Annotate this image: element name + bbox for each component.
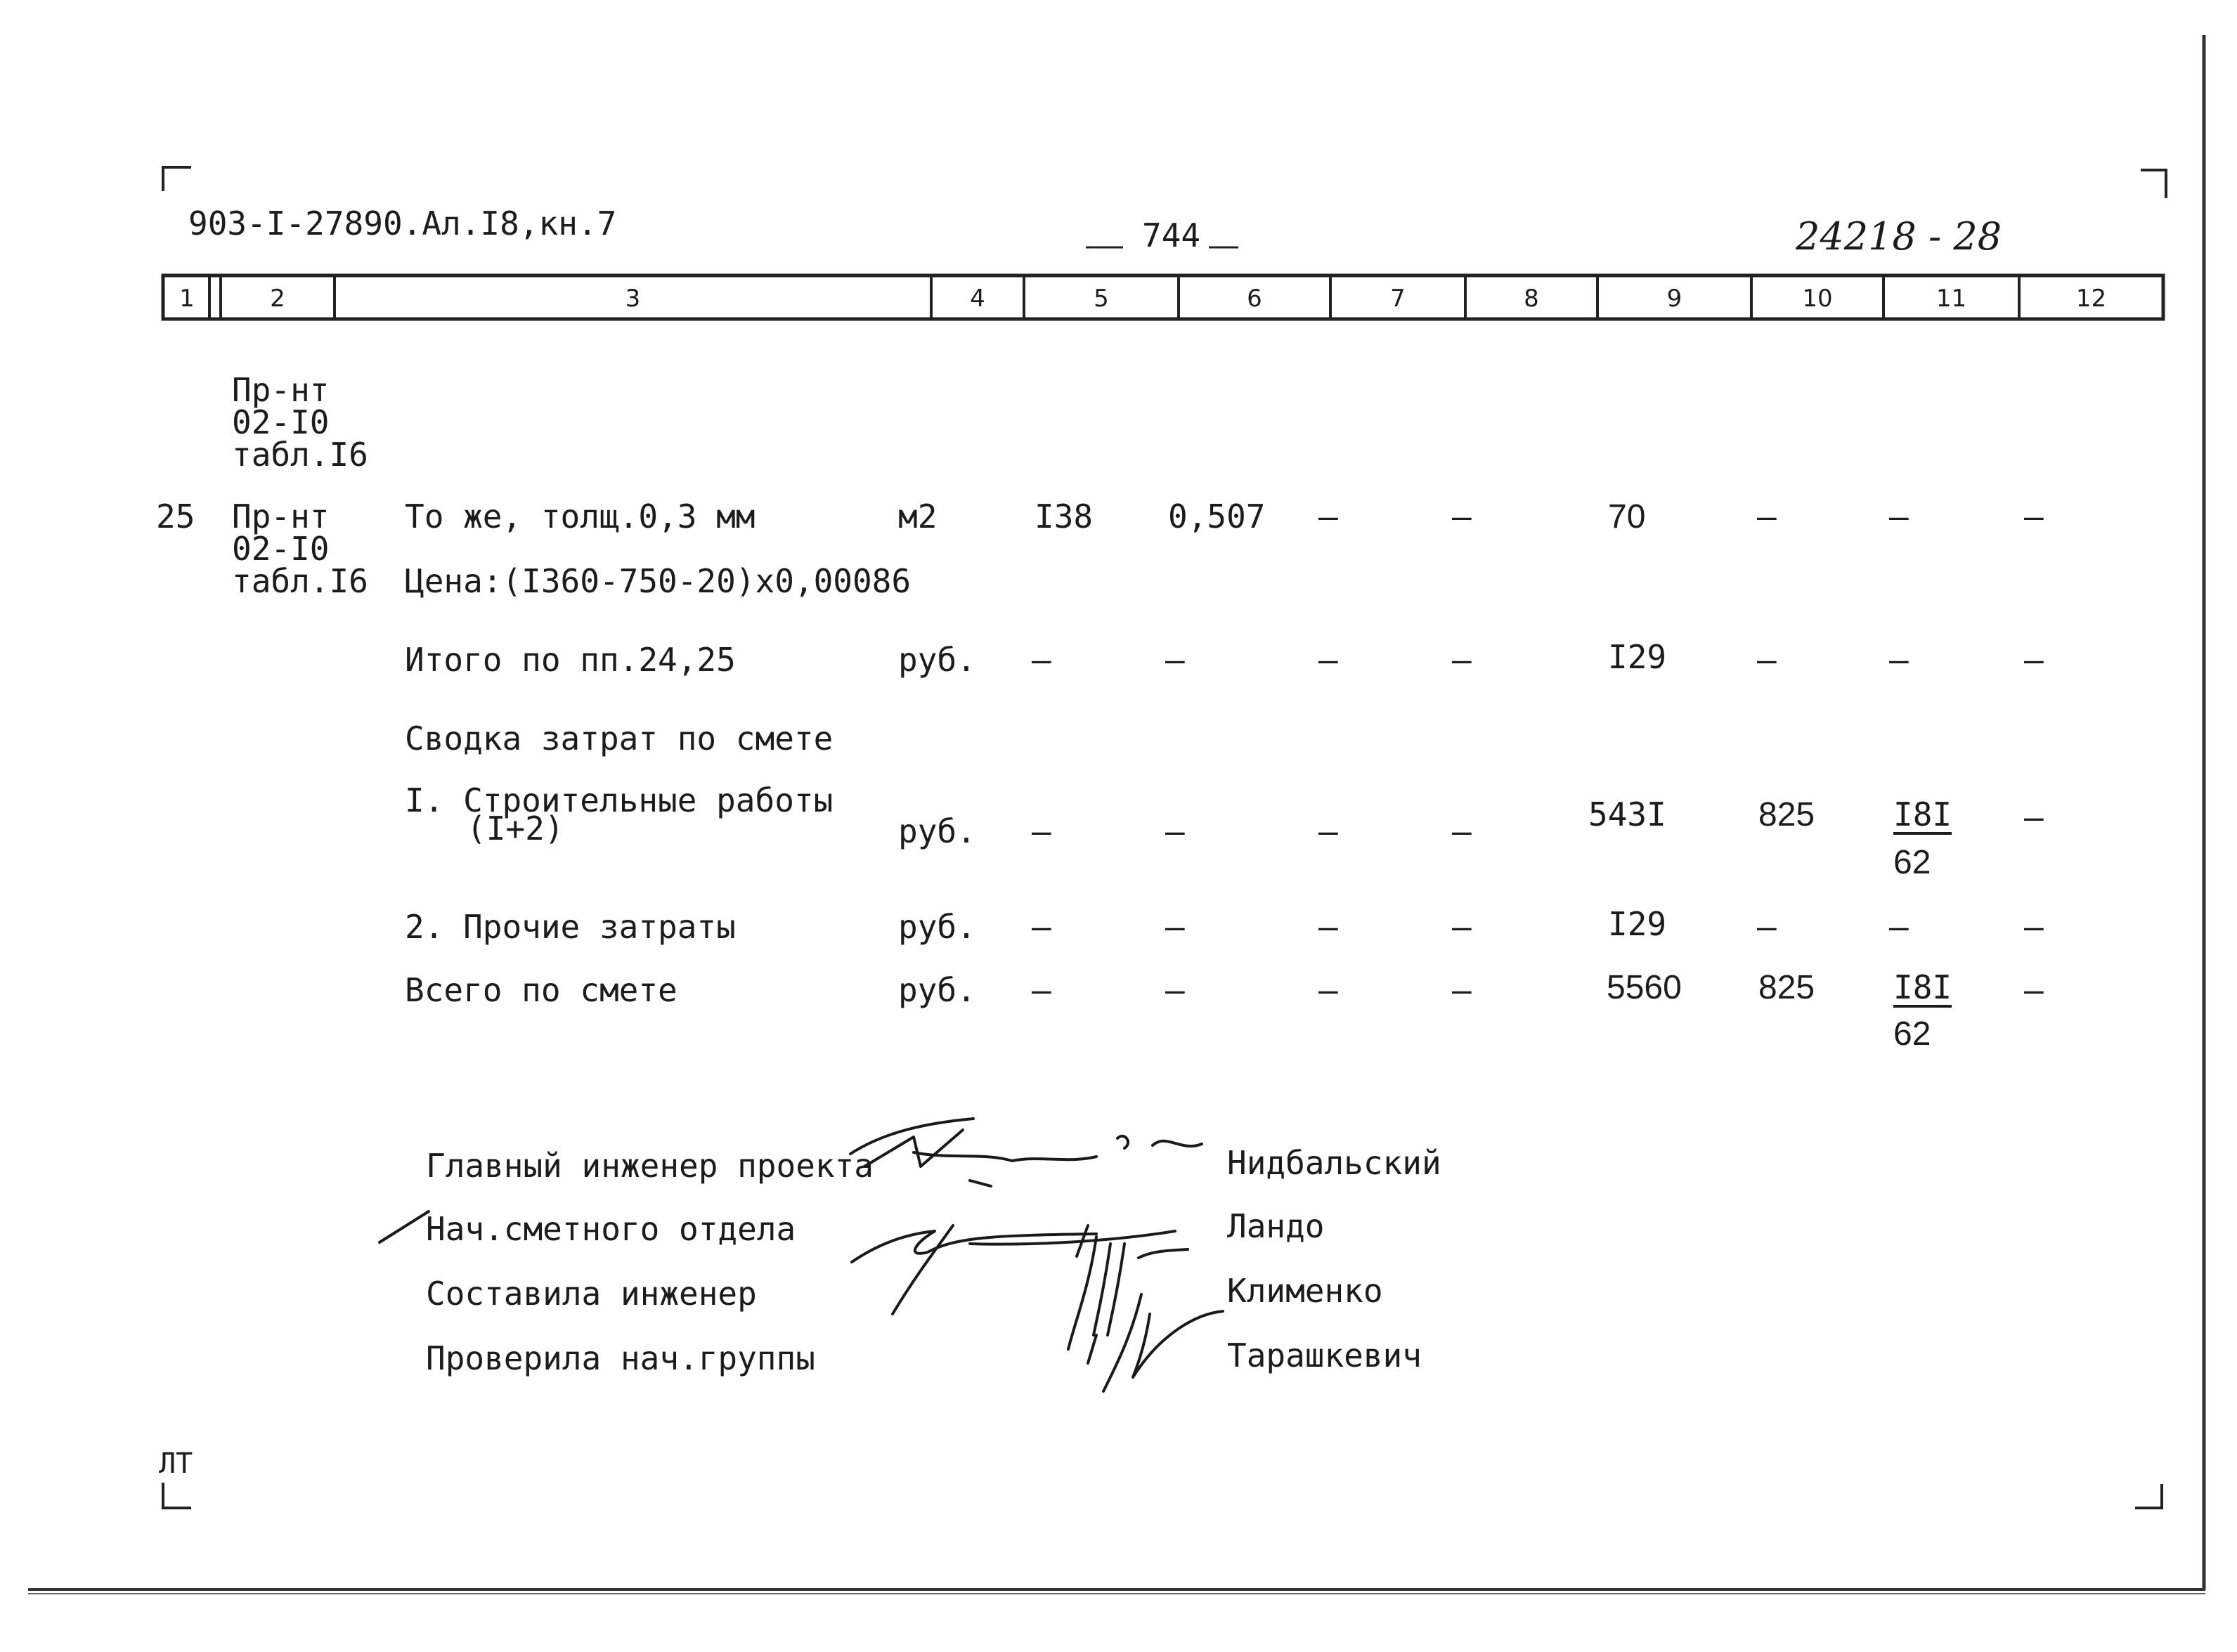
unit-cell: руб. bbox=[898, 971, 976, 1009]
footer-mark: ЛТ bbox=[159, 1448, 193, 1480]
summary-label: I. Строительные работы bbox=[405, 781, 834, 819]
document-code: 903-I-27890.Ал.I8,кн.7 bbox=[188, 204, 617, 242]
cell-col11: – bbox=[1889, 908, 1909, 946]
column-number-1: 1 bbox=[179, 285, 195, 313]
cell-col6: – bbox=[1165, 971, 1185, 1009]
signature-role: Главный инженер проекта bbox=[426, 1147, 874, 1185]
price-note: Цена:(I360-750-20)x0,00086 bbox=[405, 562, 912, 600]
signature-role: Проверила нач.группы bbox=[426, 1339, 815, 1377]
signature-name: Клименко bbox=[1227, 1272, 1383, 1310]
cell-col5: – bbox=[1032, 908, 1051, 946]
column-number-2: 2 bbox=[270, 285, 285, 313]
column-number-7: 7 bbox=[1390, 285, 1406, 313]
subtotal-label: Итого по пп.24,25 bbox=[405, 641, 736, 679]
unit-cell: м2 bbox=[898, 497, 938, 535]
cell-col10: – bbox=[1757, 641, 1777, 679]
unit-price-cell: 0,507 bbox=[1168, 497, 1266, 535]
column-number-10: 10 bbox=[1802, 285, 1833, 313]
cell-col12: – bbox=[2024, 497, 2044, 535]
cell-col8: – bbox=[1452, 971, 1472, 1009]
reference-line: Пр-нт bbox=[232, 497, 330, 535]
signature-name: Нидбальский bbox=[1227, 1144, 1441, 1182]
column-number-5: 5 bbox=[1094, 285, 1109, 313]
cell-col7: – bbox=[1318, 971, 1338, 1009]
reference-line: табл.I6 bbox=[232, 562, 368, 600]
cell-col11-top: I8I bbox=[1893, 968, 1952, 1006]
handwritten-sheet-number: 24218 - 28 bbox=[1796, 214, 2002, 259]
signature-role: Нач.сметного отдела bbox=[426, 1210, 796, 1248]
signature-name: Тарашкевич bbox=[1227, 1336, 1422, 1374]
cell-col10: – bbox=[1757, 497, 1777, 535]
reference-line: Пр-нт bbox=[232, 371, 330, 409]
cell-col6: – bbox=[1165, 908, 1185, 946]
reference-line: табл.I6 bbox=[232, 436, 368, 474]
unit-cell: руб. bbox=[898, 812, 976, 850]
summary-label: Всего по смете bbox=[405, 971, 677, 1009]
summary-label: 2. Прочие затраты bbox=[405, 908, 736, 946]
reference-line: 02-I0 bbox=[232, 403, 330, 441]
unit-cell: руб. bbox=[898, 641, 976, 679]
quantity-cell: I38 bbox=[1035, 497, 1094, 535]
column-number-11: 11 bbox=[1936, 285, 1967, 313]
cell-col5: – bbox=[1032, 641, 1051, 679]
unit-cell: руб. bbox=[898, 908, 976, 946]
cell-col9: 543I bbox=[1588, 795, 1666, 833]
cell-col12: – bbox=[2024, 908, 2044, 946]
cell-col11: – bbox=[1889, 641, 1909, 679]
summary-title: Сводка затрат по смете bbox=[405, 720, 834, 757]
column-number-3: 3 bbox=[625, 285, 641, 313]
cell-col9: 70 bbox=[1608, 498, 1646, 535]
column-number-12: 12 bbox=[2075, 285, 2107, 313]
cell-col7: – bbox=[1318, 497, 1338, 535]
cell-col7: – bbox=[1318, 812, 1338, 850]
cell-col7: – bbox=[1318, 908, 1338, 946]
column-number-4: 4 bbox=[970, 285, 985, 313]
cell-col5: – bbox=[1032, 812, 1051, 850]
signature-role: Составила инженер bbox=[426, 1275, 757, 1313]
cell-col12: – bbox=[2024, 798, 2044, 836]
reference-line: 02-I0 bbox=[232, 530, 330, 568]
cell-col8: – bbox=[1452, 497, 1472, 535]
cell-col9: I29 bbox=[1608, 638, 1667, 676]
cell-col12: – bbox=[2024, 641, 2044, 679]
cell-col11-bottom: 62 bbox=[1893, 844, 1931, 881]
cell-col11: – bbox=[1889, 497, 1909, 535]
cell-col6: – bbox=[1165, 641, 1185, 679]
cell-col12: – bbox=[2024, 971, 2044, 1009]
cell-col8: – bbox=[1452, 812, 1472, 850]
cell-col7: – bbox=[1318, 641, 1338, 679]
cell-col8: – bbox=[1452, 641, 1472, 679]
cell-col9: 5560 bbox=[1607, 969, 1682, 1006]
cell-col11-top: I8I bbox=[1893, 795, 1952, 833]
item-number: 25 bbox=[156, 497, 195, 535]
cell-col10: – bbox=[1757, 908, 1777, 946]
column-number-8: 8 bbox=[1524, 285, 1539, 313]
cell-col9: I29 bbox=[1608, 905, 1667, 943]
cell-col11-bottom: 62 bbox=[1893, 1015, 1931, 1053]
summary-label-formula: (I+2) bbox=[467, 809, 564, 847]
cell-col5: – bbox=[1032, 971, 1051, 1009]
page-number: 744 bbox=[1142, 216, 1201, 254]
cell-col10: 825 bbox=[1758, 969, 1815, 1006]
cell-col8: – bbox=[1452, 908, 1472, 946]
column-number-6: 6 bbox=[1247, 285, 1262, 313]
cell-col6: – bbox=[1165, 812, 1185, 850]
cell-col10: 825 bbox=[1758, 796, 1815, 833]
column-number-9: 9 bbox=[1666, 285, 1682, 313]
item-name: То же, толщ.0,3 мм bbox=[405, 497, 756, 535]
signature-name: Ландо bbox=[1227, 1207, 1325, 1245]
